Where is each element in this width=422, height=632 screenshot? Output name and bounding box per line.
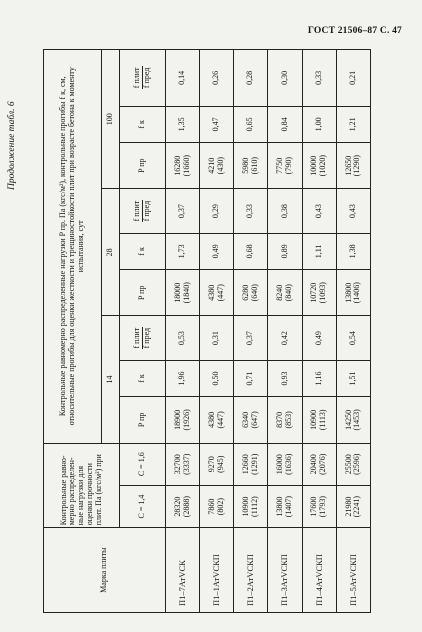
cell-p28-value: 4380 (206, 284, 216, 301)
header-ratio (120, 189, 166, 233)
cell-p100-value-kgf: (1660) (181, 155, 191, 177)
cell-p100 (268, 142, 302, 188)
page-header: ГОСТ 21506–87 С. 47 (307, 26, 402, 36)
cell-p100 (302, 142, 336, 188)
cell-p14 (200, 397, 234, 443)
cell-p14-value-kgf: (1926) (181, 409, 191, 431)
cell-c14-value: 17600 (309, 496, 319, 517)
cell-p28-value: 10720 (309, 282, 319, 303)
cell-p28-value-kgf: (1406) (352, 282, 362, 304)
cell-mark: П1–4АтVСКП (302, 528, 336, 613)
cell-c16 (302, 443, 336, 485)
cell-p100-value: 12650 (343, 155, 353, 176)
header-age-28: 28 (102, 189, 120, 316)
cell-r28: 0,43 (336, 189, 370, 233)
cell-c16-value-kgf: (2596) (352, 453, 362, 475)
cell-c14 (234, 485, 268, 527)
table-row (166, 50, 200, 613)
cell-mark: П1–2АтVСКП (234, 528, 268, 613)
cell-c14 (336, 485, 370, 527)
cell-c16-value: 12660 (241, 454, 251, 475)
cell-f28: 0,49 (200, 233, 234, 269)
cell-c14-value-kgf: (802) (215, 497, 225, 516)
cell-p100-value-kgf: (430) (215, 157, 225, 175)
cell-r100: 0,26 (200, 50, 234, 107)
cell-r100: 0,33 (302, 50, 336, 107)
header-age-14: 14 (102, 316, 120, 443)
cell-f14: 1,96 (166, 360, 200, 396)
header-f: f к (120, 106, 166, 142)
cell-mark: П1–5АтVСКП (336, 528, 370, 613)
cell-c14 (302, 485, 336, 527)
cell-p14 (234, 397, 268, 443)
cell-c14-value-kgf: (1112) (249, 496, 259, 517)
load-table (43, 49, 371, 613)
cell-r28: 0,33 (234, 189, 268, 233)
header-ratio (120, 50, 166, 107)
cell-r14: 0,54 (336, 316, 370, 360)
cell-p14 (336, 397, 370, 443)
cell-c16-value: 20400 (309, 454, 319, 475)
cell-r100: 0,30 (268, 50, 302, 107)
cell-p28-value-kgf: (840) (284, 284, 294, 302)
cell-r28: 0,29 (200, 189, 234, 233)
cell-c16-value-kgf: (1291) (249, 453, 259, 475)
cell-c14 (200, 485, 234, 527)
cell-p100 (166, 142, 200, 188)
header-ratio (120, 316, 166, 360)
cell-p14 (268, 397, 302, 443)
cell-p28-value: 18000 (172, 282, 182, 303)
ratio-numerator: f плит (132, 200, 142, 222)
cell-f14: 0,71 (234, 360, 268, 396)
cell-f100: 1,35 (166, 106, 200, 142)
table-row (234, 50, 268, 613)
cell-f28: 1,38 (336, 233, 370, 269)
cell-r100: 0,14 (166, 50, 200, 107)
cell-mark: П1–1АтVСКП (200, 528, 234, 613)
cell-r14: 0,37 (234, 316, 268, 360)
cell-c16 (166, 443, 200, 485)
cell-r28: 0,43 (302, 189, 336, 233)
cell-f100: 0,47 (200, 106, 234, 142)
header-group: Контрольные равномерно распределенные нагрузки P пр. Па (кгс/м²), контрольные прогибы f к, см, относительные прогибы для оценки жесткости и трещиностойкости плит при возрасте бетона к моменту испытания, сут (44, 50, 102, 444)
ratio-denominator: f пред (142, 67, 151, 89)
cell-c16-value: 9270 (206, 456, 216, 473)
cell-c16-value: 25500 (343, 454, 353, 475)
cell-c16-value: 32700 (172, 454, 182, 475)
cell-f100: 0,65 (234, 106, 268, 142)
header-p: P пр (120, 397, 166, 443)
cell-p100-value-kgf: (790) (284, 157, 294, 175)
cell-c16 (336, 443, 370, 485)
cell-p14-value-kgf: (647) (249, 411, 259, 429)
table-row (336, 50, 370, 613)
header-c14: С = 1,4 (120, 485, 166, 527)
cell-c16-value-kgf: (945) (215, 455, 225, 473)
cell-c14-value-kgf: (1793) (318, 495, 328, 518)
cell-c14-value-kgf: (2241) (352, 495, 362, 518)
header-mark: Марка плиты (44, 528, 166, 613)
cell-f14: 0,93 (268, 360, 302, 396)
cell-p28-value-kgf: (1840) (181, 282, 191, 304)
cell-p28-value: 13800 (343, 282, 353, 303)
table-row (268, 50, 302, 613)
header-control-loads: Контрольные равно-мерно распределен-ные нагрузки для оценки прочности плит. Па (кгс/м²) при (44, 443, 120, 528)
cell-p14-value-kgf: (447) (215, 411, 225, 429)
cell-c14-value: 21980 (343, 496, 353, 517)
cell-p100-value: 5980 (241, 157, 251, 174)
header-f: f к (120, 233, 166, 269)
cell-f100: 1,21 (336, 106, 370, 142)
cell-c14 (268, 485, 302, 527)
cell-p28-value-kgf: (447) (215, 284, 225, 302)
cell-p14-value: 6340 (241, 411, 251, 428)
cell-r14: 0,31 (200, 316, 234, 360)
cell-p28-value: 8240 (275, 284, 285, 301)
cell-f14: 1,16 (302, 360, 336, 396)
header-p: P пр (120, 142, 166, 188)
cell-p14-value: 8370 (275, 411, 285, 428)
cell-mark: П1–7АтVСК (166, 528, 200, 613)
cell-r100: 0,21 (336, 50, 370, 107)
cell-p28 (234, 270, 268, 316)
table-body (166, 50, 371, 613)
cell-f28: 0,68 (234, 233, 268, 269)
cell-f100: 0,84 (268, 106, 302, 142)
cell-r28: 0,38 (268, 189, 302, 233)
cell-c16-value-kgf: (3337) (181, 453, 191, 475)
cell-p100-value-kgf: (1020) (318, 155, 328, 177)
cell-p100-value: 7750 (275, 157, 285, 174)
cell-p14-value-kgf: (1453) (352, 409, 362, 431)
cell-p14 (166, 397, 200, 443)
cell-p100-value-kgf: (1290) (352, 155, 362, 177)
cell-p100-value: 16280 (172, 155, 182, 176)
cell-p100-value-kgf: (610) (249, 157, 259, 175)
cell-mark: П1–3АтVСКП (268, 528, 302, 613)
cell-c16-value: 16000 (275, 454, 285, 475)
cell-p28-value: 6280 (241, 284, 251, 301)
cell-c16 (268, 443, 302, 485)
cell-p14 (302, 397, 336, 443)
ratio-denominator: f пред (142, 200, 151, 222)
cell-r28: 0,37 (166, 189, 200, 233)
cell-p28-value-kgf: (1093) (318, 282, 328, 304)
cell-c16-value-kgf: (1636) (284, 453, 294, 475)
table-continuation-label: Продолжение табл. 6 (7, 101, 17, 190)
cell-r14: 0,42 (268, 316, 302, 360)
cell-p100-value: 4210 (206, 157, 216, 174)
cell-c16 (234, 443, 268, 485)
cell-p14-value: 14250 (343, 409, 353, 430)
cell-f28: 1,11 (302, 233, 336, 269)
header-age-100: 100 (102, 50, 120, 189)
ratio-numerator: f плит (132, 67, 142, 89)
cell-f14: 1,51 (336, 360, 370, 396)
cell-c14-value: 13800 (275, 496, 285, 517)
cell-c14-value-kgf: (2888) (181, 495, 191, 518)
cell-c14-value: 10900 (241, 496, 251, 517)
cell-p14-value-kgf: (1113) (318, 409, 328, 431)
cell-p100 (336, 142, 370, 188)
cell-r14: 0,53 (166, 316, 200, 360)
cell-c14-value-kgf: (1407) (284, 495, 294, 518)
cell-c16 (200, 443, 234, 485)
cell-p14-value: 18900 (172, 409, 182, 430)
cell-f14: 0,50 (200, 360, 234, 396)
cell-p28 (268, 270, 302, 316)
cell-p28 (302, 270, 336, 316)
cell-p28 (336, 270, 370, 316)
cell-p100-value: 10000 (309, 155, 319, 176)
cell-p28 (166, 270, 200, 316)
cell-r14: 0,49 (302, 316, 336, 360)
cell-c14-value: 7860 (206, 498, 216, 515)
ratio-denominator: f пред (142, 327, 151, 349)
cell-p100 (234, 142, 268, 188)
cell-c14 (166, 485, 200, 527)
cell-f28: 1,73 (166, 233, 200, 269)
cell-p28 (200, 270, 234, 316)
cell-f100: 1,00 (302, 106, 336, 142)
cell-r100: 0,28 (234, 50, 268, 107)
header-p: P пр (120, 270, 166, 316)
table-container (43, 49, 371, 613)
cell-p28-value-kgf: (640) (249, 284, 259, 302)
cell-p100 (200, 142, 234, 188)
cell-f28: 0,89 (268, 233, 302, 269)
header-f: f к (120, 360, 166, 396)
cell-c16-value-kgf: (2076) (318, 453, 328, 475)
ratio-numerator: f плит (132, 327, 142, 349)
cell-p14-value-kgf: (853) (284, 411, 294, 429)
cell-p14-value: 10900 (309, 409, 319, 430)
cell-p14-value: 4380 (206, 411, 216, 428)
header-c16: С = 1,6 (120, 443, 166, 485)
table-row (200, 50, 234, 613)
table-row (302, 50, 336, 613)
cell-c14-value: 28320 (172, 496, 182, 517)
